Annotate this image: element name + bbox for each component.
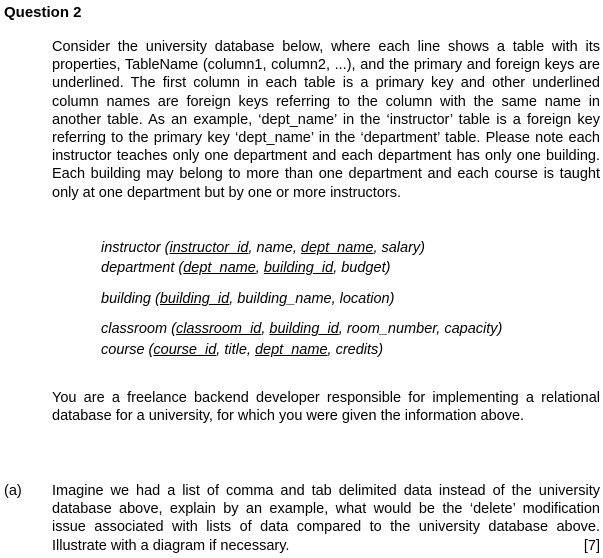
table-name: department xyxy=(101,260,175,276)
part-a-marks: [7] xyxy=(583,537,600,554)
table-name: classroom xyxy=(101,321,168,337)
table-name: course xyxy=(101,342,145,358)
column-text: , budget) xyxy=(333,260,391,276)
column-text: , title, xyxy=(216,342,255,358)
foreign-key: building_id xyxy=(263,260,334,276)
primary-key: instructor_id xyxy=(169,240,249,256)
foreign-key: dept_name xyxy=(254,342,328,358)
paren-open: ( xyxy=(151,291,160,307)
column-text: , xyxy=(255,260,264,276)
schema-classroom xyxy=(101,320,601,338)
table-name: instructor xyxy=(101,240,161,256)
primary-key: building_id xyxy=(159,291,230,307)
table-name: building xyxy=(101,291,151,307)
column-text: , salary) xyxy=(373,240,426,256)
schema-instructor xyxy=(101,239,601,257)
column-text: , name, xyxy=(248,240,301,256)
column-text: , credits) xyxy=(327,342,384,358)
part-a-body: Imagine we had a list of comma and tab delimited data instead of the university database above, explain by an example, what would be the ‘delete’ modification issue associated with lists of data compared to the university database above. Illustrate with a diagram if necessary. xyxy=(52,483,600,554)
foreign-key: dept_name xyxy=(300,240,374,256)
question-heading: Question 2 xyxy=(4,4,82,21)
schema-course xyxy=(101,341,601,359)
primary-key: course_id xyxy=(153,342,217,358)
part-a-label: (a) xyxy=(4,483,22,499)
paren-open: ( xyxy=(160,240,170,256)
column-text: , building_name, location) xyxy=(229,291,395,307)
part-a-text xyxy=(52,482,600,555)
primary-key: dept_name xyxy=(183,260,256,276)
paren-open: ( xyxy=(167,321,176,337)
foreign-key: building_id xyxy=(269,321,339,337)
column-text: , xyxy=(261,321,270,337)
question-context: You are a freelance backend developer responsible for implementing a relational database for a university, for which you were given the information above. xyxy=(52,390,600,425)
paren-open: ( xyxy=(174,260,184,276)
primary-key: classroom_id xyxy=(175,321,262,337)
question-intro: Consider the university database below, where each line shows a table with its properties, TableName (column1, column2, ...), and the primary and foreign keys are underlined. The first column in each table is a primary key and other underlined column names are foreign keys referring to the column with the same name in another table. As an example, ‘dept_name’ in the ‘instructor’ table is a foreign key referring to the primary key ‘dept_name’ in the ‘department’ table. Please note each instructor teaches only one department and each department has only one building. Each building may belong to more than one department and each course is taught only at one department but by one or more instructors. xyxy=(52,39,600,201)
schema-building xyxy=(101,290,601,308)
column-text: , room_number, capacity) xyxy=(338,321,503,337)
paren-open: ( xyxy=(144,342,154,358)
schema-department xyxy=(101,259,601,277)
